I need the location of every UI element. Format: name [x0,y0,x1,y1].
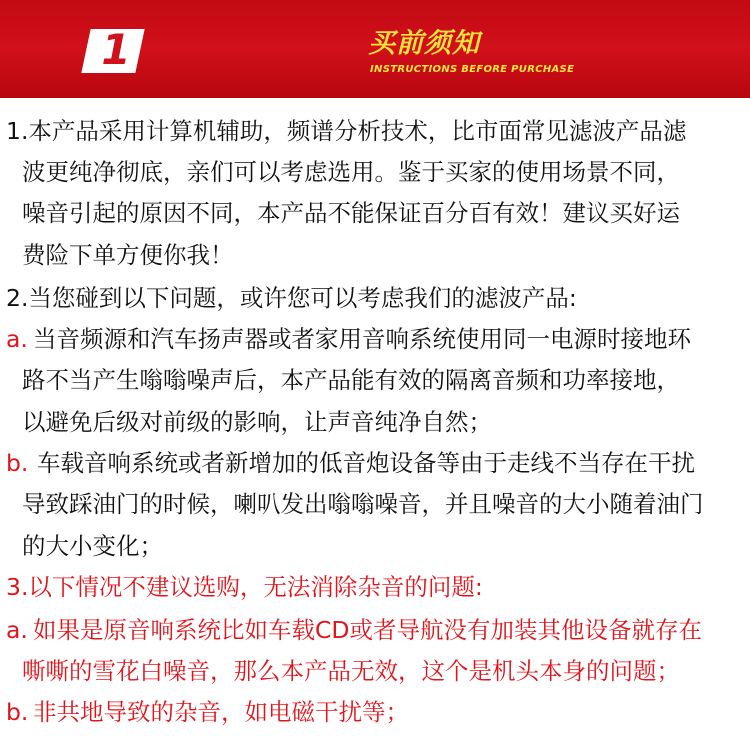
list-marker: a. [6,325,28,353]
text-line: 2.当您碰到以下问题，或许您可以考虑我们的滤波产品: [6,284,577,312]
text-line: 以避免后级对前级的影响，让声音纯净自然； [22,408,492,436]
list-marker: b. [6,449,29,477]
text-line: 1.本产品采用计算机辅助，频谱分析技术，比市面常见滤波产品滤 [6,117,687,145]
text-line: 波更纯净彻底，亲们可以考虑选用。鉴于买家的使用场景不同， [22,158,680,186]
notice-content [0,98,750,737]
text-line: 噪音引起的原因不同，本产品不能保证百分百有效！建议买好运 [22,199,680,227]
warning-heading: 3.以下情况不建议选购，无法消除杂音的问题: [6,573,483,601]
section-number: 1 [101,25,131,74]
warning-line: 如果是原音响系统比如车载CD或者导航没有加装其他设备就存在 [33,616,703,644]
list-marker: a. [6,616,28,644]
list-marker: b. [6,698,29,726]
text-line: 当音频源和汽车扬声器或者家用音响系统使用同一电源时接地环 [33,325,691,353]
warning-line: 非共地导致的杂音，如电磁干扰等； [33,698,409,726]
header-banner [0,0,750,98]
text-line: 导致踩油门的时候，喇叭发出嗡嗡噪音，并且噪音的大小随着油门 [22,490,704,518]
text-line: 费险下单方便你我！ [22,241,234,269]
text-line: 车载音响系统或者新增加的低音炮设备等由于走线不当存在干扰 [37,449,695,477]
warning-line: 嘶嘶的雪花白噪音，那么本产品无效，这个是机头本身的问题； [22,657,680,685]
banner-title: 买前须知 [368,28,480,59]
text-line: 的大小变化； [22,532,163,560]
text-line: 路不当产生嗡嗡噪声后，本产品能有效的隔离音频和功率接地， [22,366,680,394]
banner-subtitle: INSTRUCTIONS BEFORE PURCHASE [370,64,575,75]
